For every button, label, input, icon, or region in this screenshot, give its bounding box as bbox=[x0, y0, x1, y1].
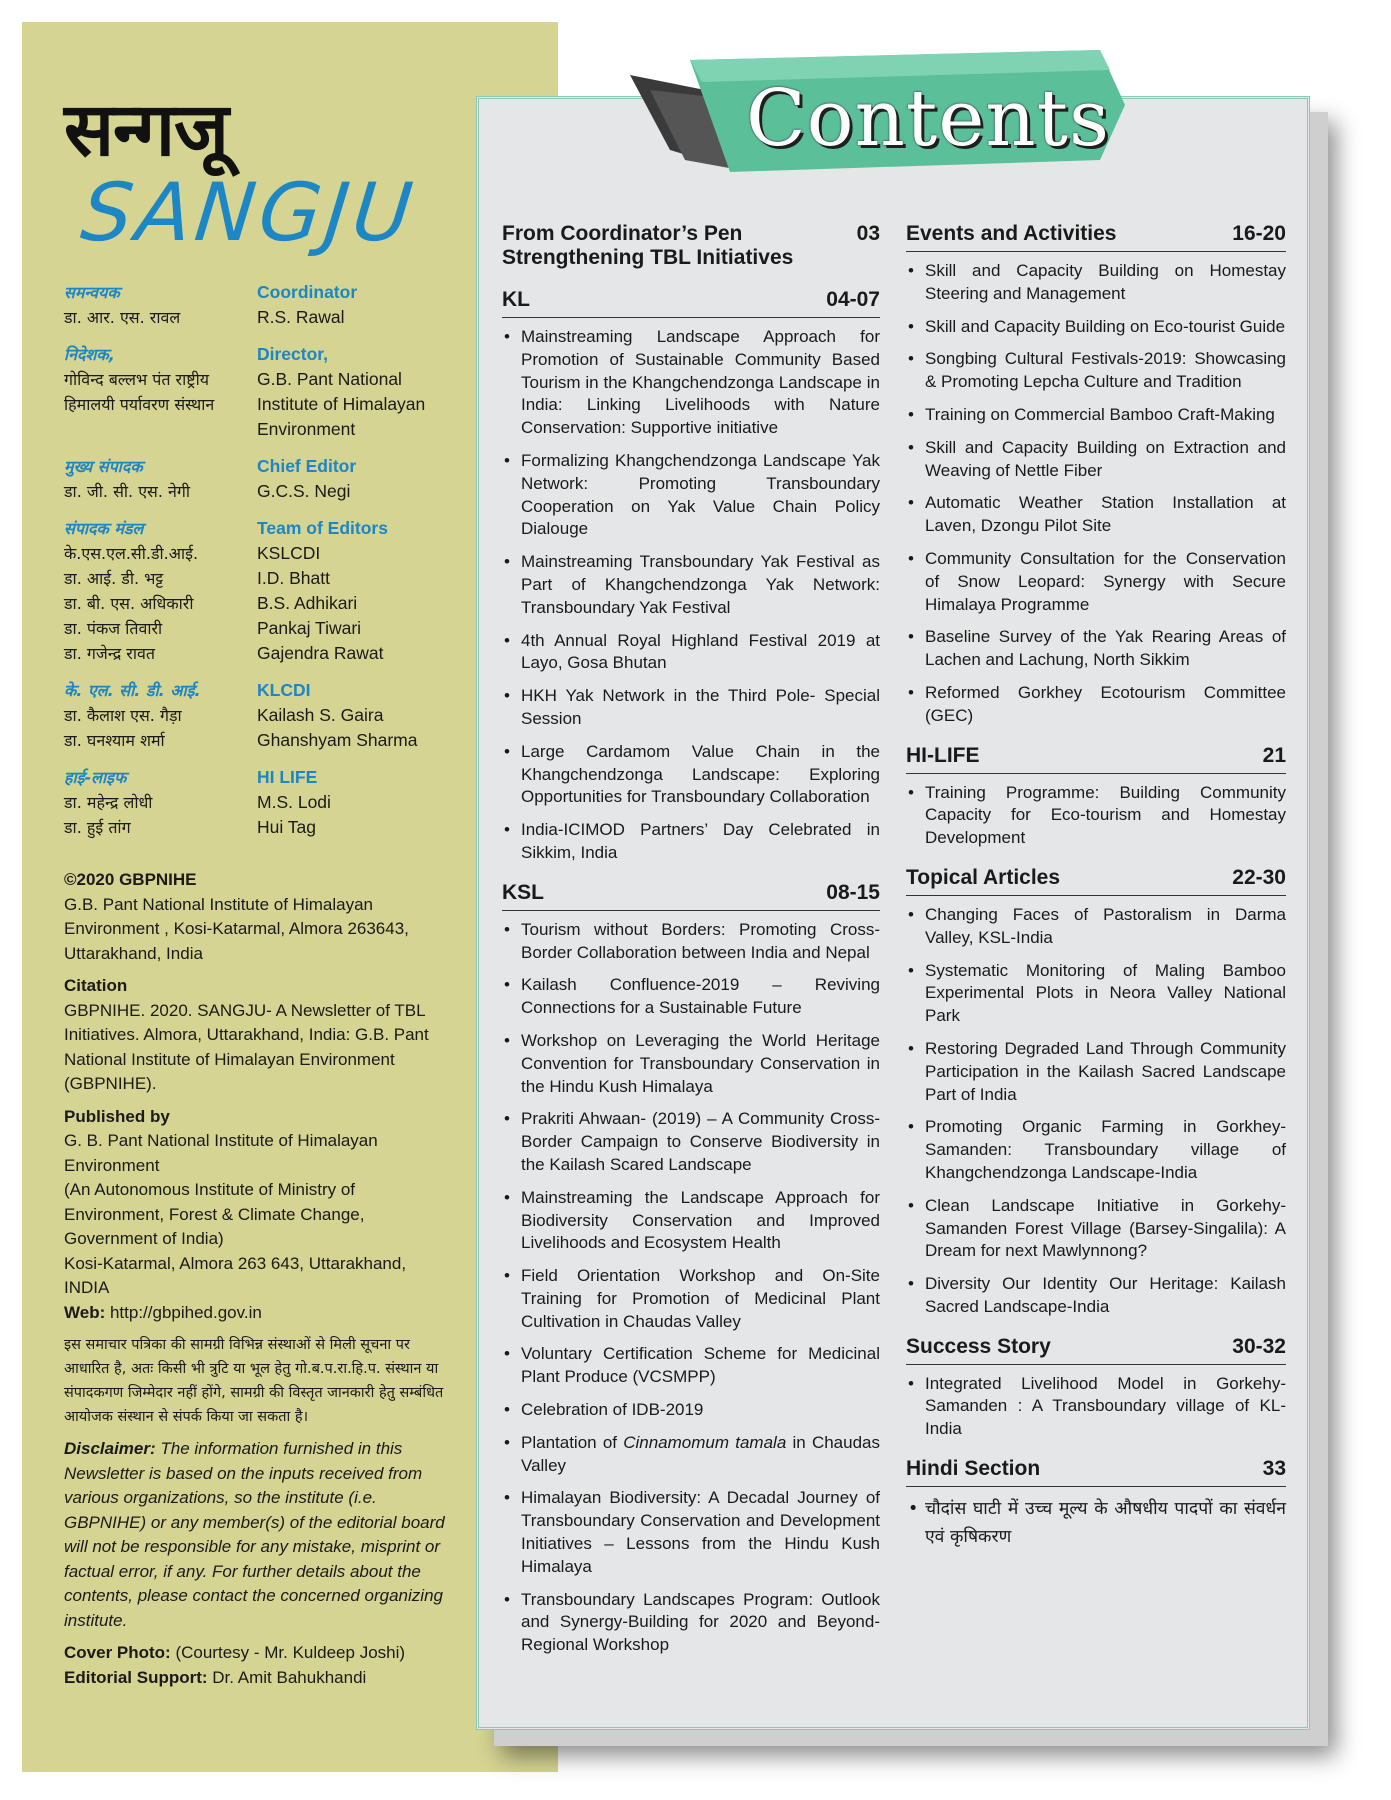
section-title: Events and Activities bbox=[906, 222, 1117, 245]
toc-item[interactable]: • Community Consultation for the Conservation of Snow Leopard: Synergy with Secure Himalaya Programme bbox=[906, 548, 1286, 616]
staff-hindi-heading: समन्वयक bbox=[64, 283, 120, 302]
staff-hindi-heading: हाई-लाइफ bbox=[64, 768, 127, 787]
staff-english-name: KSLCDI bbox=[257, 543, 321, 563]
staff-english bbox=[257, 342, 484, 442]
staff-english-name: G.C.S. Negi bbox=[257, 481, 351, 501]
staff-english-name: B.S. Adhikari bbox=[257, 593, 358, 613]
section-pages: 08-15 bbox=[826, 880, 880, 904]
toc-item[interactable]: • Training Programme: Building Community Capacity for Eco-tourism and Homestay Development bbox=[906, 782, 1286, 850]
section-heading bbox=[906, 222, 1286, 252]
copyright-heading: ©2020 GBPNIHE bbox=[64, 870, 197, 889]
published-heading: Published by bbox=[64, 1106, 170, 1126]
staff-english bbox=[257, 765, 484, 840]
section-heading bbox=[906, 1457, 1286, 1487]
staff-english-name: Ghanshyam Sharma bbox=[257, 730, 418, 750]
staff-hindi-heading: संपादक मंडल bbox=[64, 519, 144, 538]
disclaimer-text: The information furnished in this Newsletter is based on the inputs received from various organizations, so the institute (i.e. GBPNIHE) or any member(s) of the editorial board will not be responsible for any mistake, misprint or factual error, if any. For further details about the contents, please contact the concerned organizing institute. bbox=[64, 1439, 445, 1630]
toc-item[interactable]: • Changing Faces of Pastoralism in Darma Valley, KSL-India bbox=[906, 904, 1286, 950]
section-pages: 22-30 bbox=[1232, 865, 1286, 889]
toc-title: Strengthening TBL Initiatives bbox=[502, 246, 794, 269]
toc-item[interactable]: • Mainstreaming Landscape Approach for Promotion of Sustainable Community Based Tourism in the Khangchendzonga Landscape in India: Linking Livelihoods with Nature Conservation: Supportive initiative bbox=[502, 326, 880, 440]
toc-item[interactable]: • Mainstreaming Transboundary Yak Festival as Part of Khangchendzonga Yak Network: Transboundary Yak Festival bbox=[502, 551, 880, 619]
staff-row bbox=[64, 454, 484, 504]
staff-hindi bbox=[64, 280, 257, 330]
section-title: Hindi Section bbox=[906, 1457, 1041, 1481]
staff-english-name: M.S. Lodi bbox=[257, 792, 331, 812]
staff-hindi-name: डा. जी. सी. एस. नेगी bbox=[64, 482, 191, 501]
toc-item[interactable]: • Large Cardamom Value Chain in the Khangchendzonga Landscape: Exploring Opportunities for Transboundary Collaboration bbox=[502, 741, 880, 809]
toc-item[interactable]: • Diversity Our Identity Our Heritage: Kailash Sacred Landscape-India bbox=[906, 1273, 1286, 1319]
web-label: Web: bbox=[64, 1302, 106, 1322]
toc-item-text: Plantation of bbox=[521, 1432, 624, 1452]
staff-english-name: R.S. Rawal bbox=[257, 307, 345, 327]
staff-hindi bbox=[64, 765, 257, 840]
toc-item[interactable]: • Baseline Survey of the Yak Rearing Areas of Lachen and Lachung, North Sikkim bbox=[906, 626, 1286, 672]
section-title: Topical Articles bbox=[906, 865, 1061, 889]
toc-item[interactable]: • Automatic Weather Station Installation at Laven, Dzongu Pilot Site bbox=[906, 492, 1286, 538]
section-heading bbox=[906, 744, 1286, 774]
toc-item[interactable]: • Reformed Gorkhey Ecotourism Committee (GEC) bbox=[906, 682, 1286, 728]
staff-hindi-heading: मुख्य संपादक bbox=[64, 457, 143, 476]
copyright-text: G.B. Pant National Institute of Himalayan Environment , Kosi-Katarmal, Almora 263643, Uttarakhand, India bbox=[64, 894, 409, 963]
toc-item[interactable]: • Skill and Capacity Building on Eco-tourist Guide bbox=[906, 316, 1286, 339]
disclaimer bbox=[64, 1437, 446, 1633]
staff-hindi bbox=[64, 516, 257, 666]
toc-item[interactable]: • Training on Commercial Bamboo Craft-Making bbox=[906, 404, 1286, 427]
section-success bbox=[906, 1335, 1286, 1441]
staff-hindi-name: डा. हुई तांग bbox=[64, 818, 131, 837]
editorial-support-name: Dr. Amit Bahukhandi bbox=[207, 1667, 367, 1687]
staff-english-heading: Director, bbox=[257, 344, 328, 364]
staff-hindi-name: हिमालयी पर्यावरण संस्थान bbox=[64, 395, 215, 414]
editorial-support-label: Editorial Support: bbox=[64, 1667, 208, 1687]
section-ksl bbox=[502, 881, 880, 1657]
toc-item[interactable]: • Himalayan Biodiversity: A Decadal Journey of Transboundary Conservation and Development Initiatives – Lessons from the Hindu Kush Himalaya bbox=[502, 1487, 880, 1578]
section-heading bbox=[502, 881, 880, 911]
staff-english bbox=[257, 678, 484, 753]
staff-english bbox=[257, 280, 484, 330]
toc-item[interactable]: • Systematic Monitoring of Maling Bamboo Experimental Plots in Neora Valley National Park bbox=[906, 960, 1286, 1028]
staff-row bbox=[64, 516, 484, 666]
toc-item[interactable]: • Mainstreaming the Landscape Approach for Biodiversity Conservation and Improved Livelihoods and Ecosystem Health bbox=[502, 1187, 880, 1255]
section-heading bbox=[906, 1335, 1286, 1365]
staff-english-heading: Team of Editors bbox=[257, 518, 388, 538]
toc-item[interactable]: • Kailash Confluence-2019 – Reviving Connections for a Sustainable Future bbox=[502, 974, 880, 1020]
toc-item[interactable]: • Workshop on Leveraging the World Heritage Convention for Transboundary Conservation in the Hindu Kush Himalaya bbox=[502, 1030, 880, 1098]
toc-item[interactable]: • Skill and Capacity Building on Homestay Steering and Management bbox=[906, 260, 1286, 306]
cover-photo-credit: (Courtesy - Mr. Kuldeep Joshi) bbox=[170, 1643, 406, 1662]
toc-entry-coordinator[interactable] bbox=[502, 222, 880, 246]
toc-item-text: in Chaudas Valley bbox=[521, 1432, 880, 1475]
staff-hindi-name: डा. गजेन्द्र रावत bbox=[64, 644, 155, 663]
staff-row bbox=[64, 765, 484, 840]
staff-english-name: Institute of Himalayan bbox=[257, 394, 426, 414]
section-pages: 04-07 bbox=[826, 288, 880, 311]
contents-column-right bbox=[906, 222, 1286, 1567]
section-events bbox=[906, 222, 1286, 728]
published-line: (An Autonomous Institute of Ministry of Environment, Forest & Climate Change, Government of India) bbox=[64, 1180, 365, 1248]
staff-hindi-name: डा. कैलाश एस. गैड़ा bbox=[64, 706, 182, 725]
toc-item[interactable]: • Prakriti Ahwaan- (2019) – A Community Cross-Border Campaign to Conserve Biodiversity in the Kailash Scared Landscape bbox=[502, 1108, 880, 1176]
staff-hindi-name: डा. महेन्द्र लोधी bbox=[64, 793, 153, 812]
section-heading bbox=[502, 288, 880, 318]
toc-item[interactable]: • Celebration of IDB-2019 bbox=[502, 1399, 880, 1422]
toc-item[interactable]: • Skill and Capacity Building on Extraction and Weaving of Nettle Fiber bbox=[906, 437, 1286, 483]
section-kl bbox=[502, 288, 880, 865]
section-hindi bbox=[906, 1457, 1286, 1551]
web-link[interactable]: http://gbpihed.gov.in bbox=[105, 1302, 262, 1322]
staff-hindi bbox=[64, 678, 257, 753]
citation-text: GBPNIHE. 2020. SANGJU- A Newsletter of TBL Initiatives. Almora, Uttarakhand, India: G.B. Pant National Institute of Himalayan Environment (GBPNIHE). bbox=[64, 1000, 429, 1093]
section-title: HI-LIFE bbox=[906, 743, 980, 767]
staff-english-heading: Chief Editor bbox=[257, 456, 357, 476]
section-hilife bbox=[906, 744, 1286, 850]
staff-hindi-name: गोविन्द बल्लभ पंत राष्ट्रीय bbox=[64, 370, 210, 389]
staff-english-heading: Coordinator bbox=[257, 282, 358, 302]
toc-item[interactable]: • Tourism without Borders: Promoting Cross-Border Collaboration between India and Nepal bbox=[502, 919, 880, 965]
staff-hindi bbox=[64, 342, 257, 442]
staff-english-name: G.B. Pant National bbox=[257, 369, 402, 389]
staff-hindi-name: के.एस.एल.सी.डी.आई. bbox=[64, 544, 199, 563]
toc-item[interactable]: • Promoting Organic Farming in Gorkhey-Samanden: Transboundary village of Khangchendzonga Landscape-India bbox=[906, 1116, 1286, 1184]
staff-hindi-heading: के. एल. सी. डी. आई. bbox=[64, 681, 201, 700]
publication-info bbox=[64, 868, 446, 1690]
section-pages: 33 bbox=[1262, 1457, 1286, 1481]
toc-item[interactable]: • Songbing Cultural Festivals-2019: Showcasing & Promoting Lepcha Culture and Tradition bbox=[906, 348, 1286, 394]
section-topical bbox=[906, 866, 1286, 1319]
staff-hindi-name: डा. आर. एस. रावल bbox=[64, 308, 181, 327]
disclaimer-label: Disclaimer: bbox=[64, 1439, 156, 1458]
contents-column-left bbox=[502, 222, 880, 1673]
section-title: KL bbox=[502, 288, 530, 311]
staff-hindi-name: डा. बी. एस. अधिकारी bbox=[64, 594, 194, 613]
staff-english-name: Pankaj Tiwari bbox=[257, 618, 362, 638]
citation-heading: Citation bbox=[64, 976, 128, 995]
toc-item[interactable] bbox=[502, 1432, 880, 1478]
staff-english-name: Kailash S. Gaira bbox=[257, 705, 384, 725]
staff-english-heading: HI LIFE bbox=[257, 767, 318, 787]
toc-title: From Coordinator’s Pen bbox=[502, 222, 743, 245]
staff-list bbox=[64, 280, 484, 852]
staff-row bbox=[64, 280, 484, 330]
toc-item[interactable]: • Voluntary Certification Scheme for Medicinal Plant Produce (VCSMPP) bbox=[502, 1343, 880, 1389]
published-line: Kosi-Katarmal, Almora 263 643, Uttarakhand, INDIA bbox=[64, 1253, 407, 1297]
section-title: Success Story bbox=[906, 1334, 1051, 1358]
staff-hindi bbox=[64, 454, 257, 504]
toc-item[interactable]: • Formalizing Khangchendzonga Landscape Yak Network: Promoting Transboundary Cooperation on Yak Value Chain Policy Dialouge bbox=[502, 450, 880, 541]
logo-english: SANGJU bbox=[77, 166, 421, 259]
toc-page: 03 bbox=[856, 222, 880, 245]
toc-item[interactable]: • Restoring Degraded Land Through Community Participation in the Kailash Sacred Landscape Part of India bbox=[906, 1038, 1286, 1106]
staff-row bbox=[64, 342, 484, 442]
toc-item[interactable]: • Clean Landscape Initiative in Gorkehy-Samanden Forest Village (Barsey-Singalila): A Dream for next Mawlynnong? bbox=[906, 1195, 1286, 1263]
toc-item[interactable]: • HKH Yak Network in the Third Pole- Special Session bbox=[502, 685, 880, 731]
toc-item[interactable]: • Transboundary Landscapes Program: Outlook and Synergy-Building for 2020 and Beyond-Regional Workshop bbox=[502, 1589, 880, 1657]
toc-item[interactable]: • Field Orientation Workshop and On-Site Training for Promotion of Medicinal Plant Cultivation in Chaudas Valley bbox=[502, 1265, 880, 1333]
section-pages: 21 bbox=[1262, 743, 1286, 767]
staff-row bbox=[64, 678, 484, 753]
published-line: G. B. Pant National Institute of Himalayan Environment bbox=[64, 1131, 378, 1175]
section-pages: 30-32 bbox=[1232, 1334, 1286, 1358]
section-title: KSL bbox=[502, 880, 544, 904]
toc-item[interactable]: • India-ICIMOD Partners’ Day Celebrated in Sikkim, India bbox=[502, 819, 880, 865]
staff-english bbox=[257, 454, 484, 504]
staff-english-heading: KLCDI bbox=[257, 680, 311, 700]
logo-hindi: सन्गजू bbox=[64, 87, 228, 173]
section-heading bbox=[906, 866, 1286, 896]
cover-photo-label: Cover Photo: bbox=[64, 1643, 171, 1662]
contents-title: Contents bbox=[746, 74, 1110, 164]
species-name: Cinnamomum tamala bbox=[623, 1432, 787, 1452]
hindi-note: इस समाचार पत्रिका की सामग्री विभिन्न संस्थाओं से मिली सूचना पर आधारित है, अतः किसी भी त्रुटि या भूल हेतु गो.ब.प.रा.हि.प. संस्थान या संपादकगण जिम्मेदार नहीं होंगे, सामग्री की विस्तृत जानकारी हेतु सम्बंधित आयोजक संस्थान से संपर्क किया जा सकता है। bbox=[64, 1337, 444, 1425]
toc-item[interactable]: • Integrated Livelihood Model in Gorkehy-Samanden : A Transboundary village of KL-India bbox=[906, 1373, 1286, 1441]
toc-item[interactable]: • 4th Annual Royal Highland Festival 2019 at Layo, Gosa Bhutan bbox=[502, 630, 880, 676]
staff-english bbox=[257, 516, 484, 666]
section-pages: 16-20 bbox=[1232, 222, 1286, 245]
staff-hindi-name: डा. पंकज तिवारी bbox=[64, 619, 163, 638]
toc-entry-strengthening[interactable] bbox=[502, 246, 880, 270]
staff-english-name: Hui Tag bbox=[257, 817, 317, 837]
staff-english-name: Environment bbox=[257, 419, 356, 439]
staff-hindi-name: डा. घनश्याम शर्मा bbox=[64, 731, 165, 750]
toc-item[interactable]: • चौदांस घाटी में उच्च मूल्य के औषधीय पादपों का संवर्धन एवं कृषिकरण bbox=[906, 1495, 1286, 1551]
staff-english-name: Gajendra Rawat bbox=[257, 643, 384, 663]
staff-english-name: I.D. Bhatt bbox=[257, 568, 330, 588]
staff-hindi-heading: निदेशक, bbox=[64, 345, 115, 364]
staff-hindi-name: डा. आई. डी. भट्ट bbox=[64, 569, 164, 588]
